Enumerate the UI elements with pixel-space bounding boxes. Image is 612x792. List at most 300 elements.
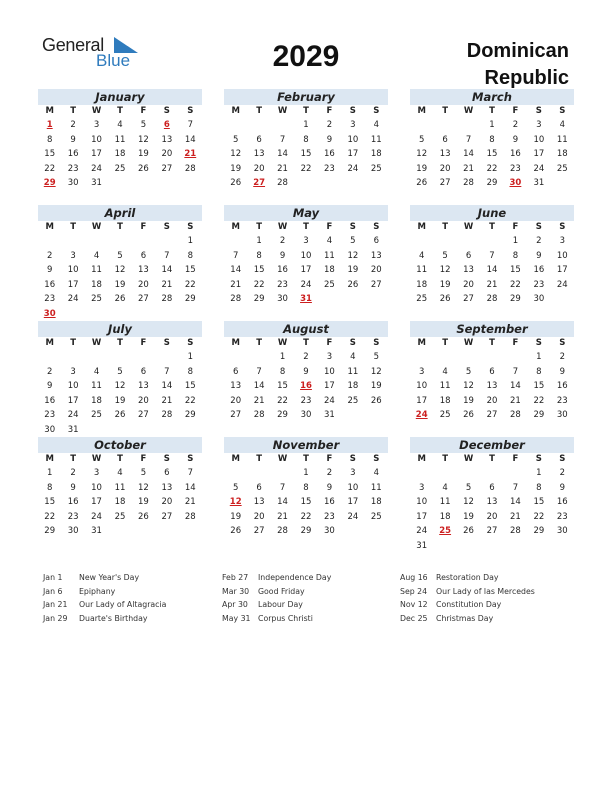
day-cell: 2 xyxy=(512,120,519,130)
day-cell: 10 xyxy=(91,482,102,493)
day-cell: 20 xyxy=(230,395,242,406)
holiday-date: Jan 29 xyxy=(43,613,68,623)
country-line-2: Republic xyxy=(484,67,569,89)
day-cell: 19 xyxy=(347,265,359,275)
day-cell: 1 xyxy=(187,236,193,246)
weekday-label: S xyxy=(187,454,194,464)
day-cell: 13 xyxy=(161,482,173,493)
day-cell: 10 xyxy=(300,250,312,261)
month-days-grid xyxy=(410,105,574,191)
day-cell: 23 xyxy=(277,279,288,290)
day-cell: 26 xyxy=(370,395,382,406)
holiday-name: Epiphany xyxy=(79,586,116,596)
weekday-label: S xyxy=(349,106,356,116)
day-cell: 17 xyxy=(67,395,79,406)
day-cell: 16 xyxy=(44,279,56,290)
day-cell: 31 xyxy=(91,178,102,188)
weekday-label: T xyxy=(303,338,309,348)
day-cell: 28 xyxy=(161,294,173,304)
day-cell: 18 xyxy=(324,265,335,275)
day-cell: 2 xyxy=(47,250,53,261)
day-cell: 9 xyxy=(47,381,53,391)
day-cell: 8 xyxy=(47,482,53,493)
day-cell: 27 xyxy=(463,294,474,304)
holiday-name: Constitution Day xyxy=(436,600,502,609)
holiday-row xyxy=(400,571,535,585)
empty-day-cell xyxy=(433,466,456,481)
weekday-label: W xyxy=(91,338,102,348)
day-cell: 1 xyxy=(512,236,519,246)
weekday-label: S xyxy=(373,454,380,464)
weekday-label: W xyxy=(277,338,288,348)
day-cell: 24 xyxy=(300,279,312,290)
weekday-label: T xyxy=(70,106,77,116)
day-cell: 25 xyxy=(439,410,451,420)
weekday-label: F xyxy=(140,222,147,232)
day-cell: 9 xyxy=(70,134,76,145)
day-cell: 1 xyxy=(279,352,286,362)
holiday-column xyxy=(222,571,331,625)
day-cell: 3 xyxy=(70,366,76,377)
day-cell: 20 xyxy=(138,279,149,290)
empty-day-cell xyxy=(38,234,61,249)
day-cell: 10 xyxy=(347,134,359,145)
day-cell: 19 xyxy=(138,497,149,507)
day-cell: 4 xyxy=(117,120,123,130)
day-cell: 5 xyxy=(350,236,356,246)
day-cell: 14 xyxy=(277,149,288,159)
weekday-label: T xyxy=(442,106,449,116)
day-cell: 22 xyxy=(253,279,265,290)
day-cell: 30 xyxy=(533,294,545,304)
month-december xyxy=(410,437,574,553)
holiday-name: Corpus Christi xyxy=(258,613,313,623)
day-cell: 22 xyxy=(277,395,288,406)
weekday-label: S xyxy=(373,338,380,348)
day-cell: 11 xyxy=(556,134,568,145)
holiday-name: Christmas Day xyxy=(436,613,494,623)
holiday-column xyxy=(43,571,166,625)
day-cell: 9 xyxy=(559,482,565,493)
month-may xyxy=(224,205,388,307)
weekday-label: S xyxy=(559,338,566,348)
weekday-label: F xyxy=(326,222,333,232)
day-cell: 20 xyxy=(253,163,265,174)
day-cell: 13 xyxy=(230,381,242,391)
month-june xyxy=(410,205,574,307)
day-cell: 4 xyxy=(442,482,448,493)
holiday-row xyxy=(43,598,166,612)
day-cell: 10 xyxy=(416,381,428,391)
day-cell: 21 xyxy=(184,497,196,507)
day-cell: 18 xyxy=(347,381,359,391)
day-cell: 21 xyxy=(161,395,173,406)
empty-day-cell xyxy=(457,350,480,365)
weekday-label: F xyxy=(512,454,519,464)
day-cell: 4 xyxy=(559,120,565,130)
holiday-date: Apr 30 xyxy=(222,600,248,609)
day-cell: 24 xyxy=(347,511,359,522)
day-cell: 4 xyxy=(326,236,333,246)
day-cell: 27 xyxy=(253,526,265,536)
day-cell: 15 xyxy=(510,265,521,275)
day-cell: 5 xyxy=(233,134,239,145)
day-cell: 24 xyxy=(91,163,102,174)
weekday-label: S xyxy=(373,106,380,116)
day-cell: 18 xyxy=(556,149,568,159)
day-cell: 7 xyxy=(489,250,495,261)
day-cell: 3 xyxy=(70,250,76,261)
day-cell: 11 xyxy=(91,265,102,275)
day-cell: 7 xyxy=(187,468,193,478)
month-days-grid xyxy=(224,337,388,423)
day-cell: 24 xyxy=(67,294,79,304)
month-name: November xyxy=(224,437,388,453)
day-cell: 5 xyxy=(140,468,147,478)
day-cell: 8 xyxy=(256,250,262,261)
weekday-label: M xyxy=(231,338,240,348)
day-cell: 5 xyxy=(140,120,147,130)
day-cell: 7 xyxy=(512,366,519,377)
day-cell: 19 xyxy=(114,395,126,406)
day-cell: 25 xyxy=(347,395,359,406)
weekday-label: W xyxy=(463,222,474,232)
day-cell: 2 xyxy=(326,468,333,478)
day-cell: 16 xyxy=(44,395,56,406)
day-cell: 19 xyxy=(439,279,451,290)
day-cell: 25 xyxy=(370,511,382,522)
day-cell: 25 xyxy=(91,294,102,304)
month-name: August xyxy=(224,321,388,337)
weekday-label: W xyxy=(277,222,288,232)
weekday-label: T xyxy=(70,338,77,348)
day-cell: 6 xyxy=(465,250,472,261)
day-cell: 6 xyxy=(164,468,170,478)
holiday-day-cell: 21 xyxy=(184,149,197,159)
day-cell: 5 xyxy=(117,366,123,377)
day-cell: 23 xyxy=(324,163,335,174)
empty-day-cell xyxy=(155,350,178,365)
day-cell: 7 xyxy=(164,366,170,377)
weekday-label: M xyxy=(231,454,240,464)
month-name: June xyxy=(410,205,574,221)
day-cell: 11 xyxy=(439,381,451,391)
month-days-grid xyxy=(410,453,574,553)
day-cell: 12 xyxy=(416,149,428,159)
day-cell: 20 xyxy=(138,395,149,406)
day-cell: 28 xyxy=(184,163,196,174)
day-cell: 21 xyxy=(510,511,521,522)
day-cell: 3 xyxy=(350,468,356,478)
day-cell: 17 xyxy=(67,279,79,290)
empty-day-cell xyxy=(247,466,270,481)
day-cell: 11 xyxy=(91,381,102,391)
holiday-day-cell: 29 xyxy=(43,178,56,188)
weekday-label: F xyxy=(140,454,147,464)
day-cell: 17 xyxy=(416,395,428,406)
day-cell: 8 xyxy=(303,134,309,145)
weekday-label: S xyxy=(187,222,194,232)
weekday-label: W xyxy=(91,454,102,464)
month-days-grid xyxy=(38,453,202,539)
day-cell: 6 xyxy=(140,250,147,261)
day-cell: 15 xyxy=(184,381,196,391)
day-cell: 18 xyxy=(114,149,126,159)
empty-day-cell xyxy=(271,118,294,133)
day-cell: 22 xyxy=(44,511,56,522)
holiday-row xyxy=(222,585,331,599)
weekday-label: S xyxy=(535,222,542,232)
day-cell: 23 xyxy=(67,511,79,522)
day-cell: 29 xyxy=(533,526,545,536)
holiday-name: Independence Day xyxy=(258,573,332,582)
day-cell: 21 xyxy=(277,511,288,522)
day-cell: 4 xyxy=(93,250,100,261)
day-cell: 13 xyxy=(439,149,451,159)
day-cell: 26 xyxy=(439,294,451,304)
day-cell: 31 xyxy=(67,424,79,435)
holiday-row xyxy=(222,598,331,612)
holiday-row xyxy=(400,585,535,599)
empty-day-cell xyxy=(433,350,456,365)
day-cell: 22 xyxy=(533,511,545,522)
day-cell: 9 xyxy=(536,250,542,261)
holiday-date: Nov 12 xyxy=(400,600,428,609)
day-cell: 23 xyxy=(556,395,568,406)
weekday-label: S xyxy=(163,222,170,232)
weekday-label: T xyxy=(442,222,449,232)
day-cell: 9 xyxy=(70,482,76,493)
holiday-row xyxy=(400,598,535,612)
day-cell: 17 xyxy=(533,149,545,159)
day-cell: 25 xyxy=(324,279,335,290)
holiday-day-cell: 12 xyxy=(229,497,242,507)
day-cell: 11 xyxy=(416,265,428,275)
day-cell: 8 xyxy=(187,366,193,377)
day-cell: 12 xyxy=(370,366,382,377)
empty-day-cell xyxy=(132,350,155,365)
month-march xyxy=(410,89,574,191)
day-cell: 12 xyxy=(463,381,474,391)
day-cell: 1 xyxy=(489,120,495,130)
day-cell: 1 xyxy=(536,352,542,362)
day-cell: 18 xyxy=(439,511,451,522)
day-cell: 2 xyxy=(559,468,565,478)
day-cell: 22 xyxy=(44,163,56,174)
day-cell: 1 xyxy=(47,468,53,478)
day-cell: 24 xyxy=(91,511,102,522)
weekday-label: W xyxy=(91,222,102,232)
holiday-date: Jan 1 xyxy=(43,573,63,582)
day-cell: 22 xyxy=(510,279,521,290)
day-cell: 3 xyxy=(536,120,542,130)
holiday-date: Jan 6 xyxy=(43,586,63,596)
holiday-row xyxy=(43,571,166,585)
day-cell: 6 xyxy=(256,134,262,145)
day-cell: 14 xyxy=(253,381,265,391)
day-cell: 7 xyxy=(512,482,519,493)
day-cell: 6 xyxy=(489,366,495,377)
day-cell: 10 xyxy=(533,134,545,145)
holiday-name: Duarte's Birthday xyxy=(79,613,148,623)
day-cell: 18 xyxy=(91,279,102,290)
day-cell: 27 xyxy=(161,163,173,174)
day-cell: 4 xyxy=(350,352,356,362)
day-cell: 25 xyxy=(91,410,102,420)
empty-day-cell xyxy=(480,350,503,365)
weekday-label: T xyxy=(442,338,449,348)
day-cell: 10 xyxy=(347,482,359,493)
day-cell: 15 xyxy=(277,381,288,391)
day-cell: 18 xyxy=(370,497,382,507)
empty-day-cell xyxy=(224,350,247,365)
day-cell: 17 xyxy=(91,497,102,507)
day-cell: 17 xyxy=(347,149,359,159)
day-cell: 8 xyxy=(47,134,53,145)
weekday-label: F xyxy=(140,106,147,116)
day-cell: 16 xyxy=(67,497,79,507)
day-cell: 13 xyxy=(253,149,265,159)
day-cell: 1 xyxy=(536,468,542,478)
empty-day-cell xyxy=(61,350,84,365)
holiday-row xyxy=(222,612,331,626)
day-cell: 4 xyxy=(373,120,379,130)
day-cell: 30 xyxy=(67,526,79,536)
day-cell: 29 xyxy=(253,294,265,304)
weekday-label: M xyxy=(417,106,426,116)
day-cell: 11 xyxy=(370,482,382,493)
day-cell: 13 xyxy=(486,497,498,507)
day-cell: 27 xyxy=(486,526,498,536)
weekday-label: M xyxy=(45,454,54,464)
weekday-label: T xyxy=(70,454,77,464)
day-cell: 15 xyxy=(253,265,265,275)
day-cell: 11 xyxy=(114,482,126,493)
day-cell: 25 xyxy=(114,511,126,522)
day-cell: 19 xyxy=(114,279,126,290)
empty-day-cell xyxy=(504,466,527,481)
day-cell: 13 xyxy=(370,250,382,261)
day-cell: 12 xyxy=(114,381,126,391)
day-cell: 10 xyxy=(91,134,102,145)
day-cell: 6 xyxy=(489,482,495,493)
weekday-label: T xyxy=(256,338,263,348)
day-cell: 1 xyxy=(303,468,309,478)
weekday-label: S xyxy=(187,338,194,348)
day-cell: 8 xyxy=(536,366,542,377)
day-cell: 29 xyxy=(277,410,288,420)
day-cell: 25 xyxy=(370,163,382,174)
day-cell: 13 xyxy=(463,265,474,275)
day-cell: 17 xyxy=(347,497,359,507)
day-cell: 24 xyxy=(347,163,359,174)
day-cell: 5 xyxy=(442,250,448,261)
day-cell: 30 xyxy=(324,526,335,536)
empty-day-cell xyxy=(108,350,131,365)
day-cell: 6 xyxy=(140,366,147,377)
day-cell: 12 xyxy=(347,250,359,261)
day-cell: 5 xyxy=(233,482,239,493)
day-cell: 7 xyxy=(279,482,286,493)
day-cell: 6 xyxy=(442,134,448,145)
day-cell: 14 xyxy=(230,265,242,275)
weekday-label: W xyxy=(91,106,102,116)
empty-day-cell xyxy=(271,466,294,481)
holiday-day-cell: 1 xyxy=(46,120,53,130)
day-cell: 18 xyxy=(416,279,428,290)
day-cell: 26 xyxy=(463,410,474,420)
holiday-day-cell: 30 xyxy=(43,308,56,319)
day-cell: 26 xyxy=(138,163,149,174)
day-cell: 7 xyxy=(233,250,239,261)
empty-day-cell xyxy=(85,234,108,249)
day-cell: 16 xyxy=(67,149,79,159)
month-name: September xyxy=(410,321,574,337)
weekday-label: F xyxy=(512,222,519,232)
day-cell: 9 xyxy=(559,366,565,377)
day-cell: 14 xyxy=(161,381,173,391)
country-name xyxy=(467,38,569,92)
weekday-label: M xyxy=(417,222,426,232)
weekday-label: S xyxy=(163,338,170,348)
day-cell: 7 xyxy=(279,134,286,145)
empty-day-cell xyxy=(480,466,503,481)
day-cell: 16 xyxy=(324,149,335,159)
empty-day-cell xyxy=(457,234,480,249)
day-cell: 27 xyxy=(138,294,149,304)
weekday-label: F xyxy=(326,454,333,464)
day-cell: 28 xyxy=(230,294,242,304)
day-cell: 2 xyxy=(70,120,76,130)
day-cell: 23 xyxy=(556,511,568,522)
empty-day-cell xyxy=(457,118,480,133)
day-cell: 24 xyxy=(416,526,428,536)
day-cell: 21 xyxy=(277,163,288,174)
day-cell: 29 xyxy=(184,410,196,420)
weekday-label: W xyxy=(463,338,474,348)
month-name: May xyxy=(224,205,388,221)
empty-day-cell xyxy=(410,350,433,365)
day-cell: 31 xyxy=(324,410,335,420)
day-cell: 26 xyxy=(114,410,126,420)
day-cell: 19 xyxy=(230,511,242,522)
day-cell: 23 xyxy=(67,163,79,174)
day-cell: 15 xyxy=(300,149,312,159)
empty-day-cell xyxy=(433,118,456,133)
holiday-day-cell: 27 xyxy=(253,178,266,188)
month-august xyxy=(224,321,388,423)
day-cell: 4 xyxy=(419,250,425,261)
holiday-name: Good Friday xyxy=(258,586,305,596)
day-cell: 5 xyxy=(465,366,472,377)
day-cell: 1 xyxy=(256,236,262,246)
day-cell: 30 xyxy=(300,410,312,420)
day-cell: 18 xyxy=(91,395,102,406)
weekday-label: F xyxy=(512,338,519,348)
day-cell: 10 xyxy=(67,381,79,391)
empty-day-cell xyxy=(224,118,247,133)
holiday-day-cell: 30 xyxy=(509,178,522,188)
month-days-grid xyxy=(38,337,202,437)
day-cell: 8 xyxy=(187,250,193,261)
weekday-label: M xyxy=(231,106,240,116)
day-cell: 2 xyxy=(47,366,53,377)
day-cell: 16 xyxy=(277,265,288,275)
weekday-label: T xyxy=(256,106,263,116)
day-cell: 11 xyxy=(439,497,451,507)
day-cell: 15 xyxy=(300,497,312,507)
day-cell: 9 xyxy=(326,482,333,493)
